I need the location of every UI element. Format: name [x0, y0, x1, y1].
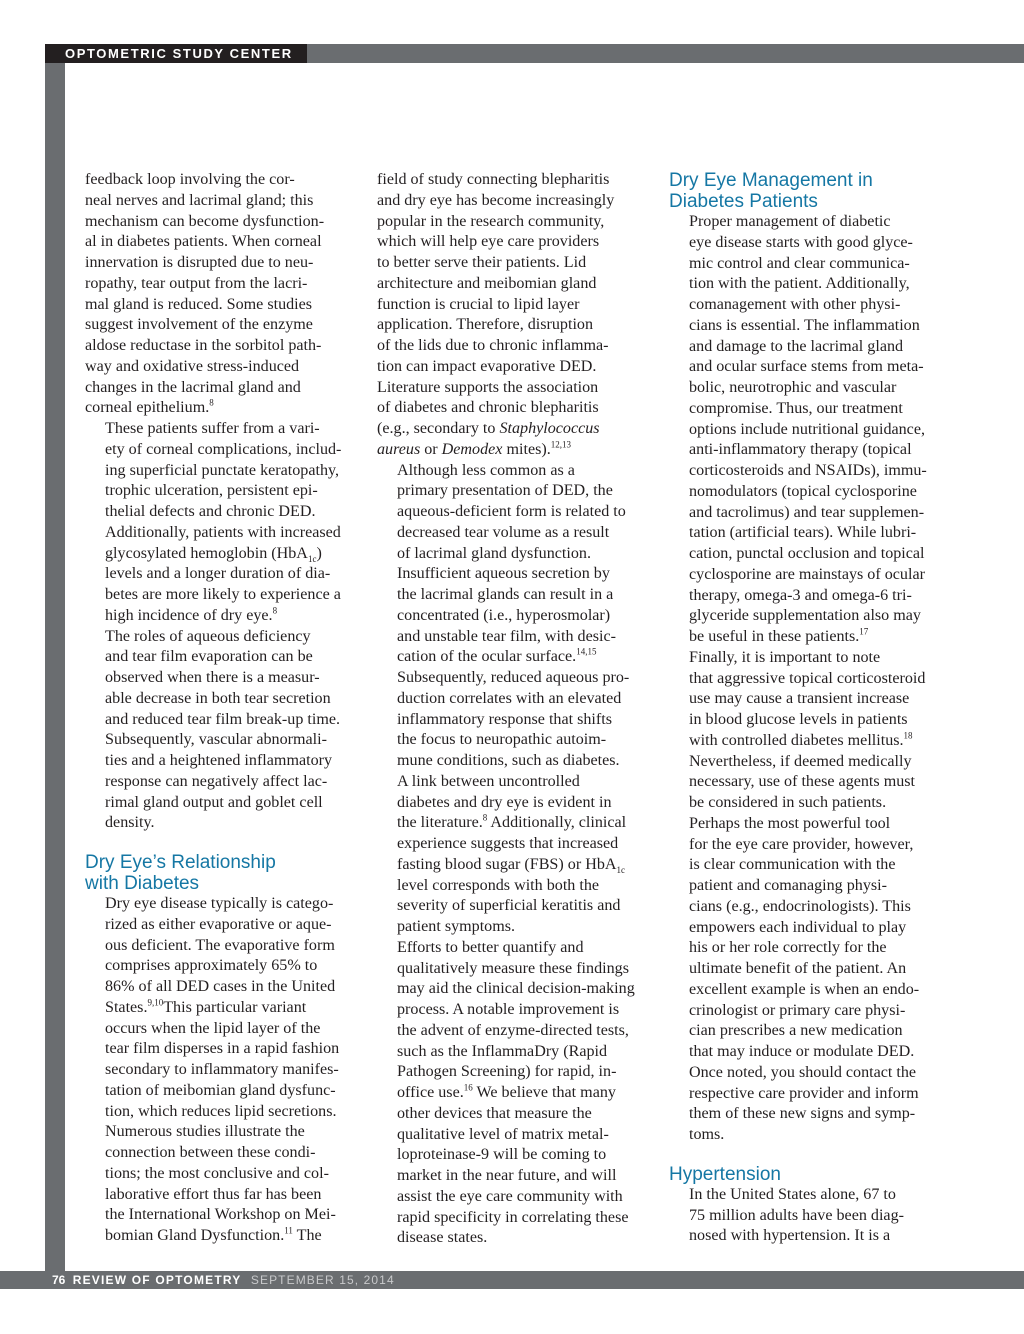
text-line: process. A notable improvement is: [397, 1001, 620, 1018]
text-line: rapid specificity in correlating these: [397, 1208, 629, 1226]
text-line: [377, 855, 645, 876]
text-line: Dry eye disease typically is catego-: [105, 895, 334, 912]
text-line: anti-inflammatory therapy (topical: [689, 441, 912, 459]
text-line: Subsequently, vascular abnormali-: [105, 731, 327, 749]
text-line: market in the near future, and will: [397, 1167, 617, 1184]
text-run: Demodex: [441, 440, 503, 458]
left-margin-rule: [45, 63, 65, 1271]
text-line: cians is essential. The inflammation: [689, 316, 920, 334]
text-line: and tacrolimus) and tear supplemen-: [689, 503, 925, 521]
text-line: [377, 647, 645, 668]
text-line: [85, 544, 353, 565]
text-line: inflammatory response that shifts: [397, 710, 612, 728]
text-line: and unstable tear film, with desic-: [397, 627, 616, 645]
text-line: [377, 419, 645, 440]
text-line: crinologist or primary care physi-: [689, 1001, 906, 1019]
text-line: Efforts to better quantify and: [397, 938, 584, 956]
text-line: 86% of all DED cases in the United: [105, 978, 336, 995]
text-line: [85, 1226, 353, 1247]
text-run: the literature.: [397, 814, 483, 832]
text-line: nosed with hypertension. It is a: [689, 1227, 891, 1245]
text-run: glycosylated hemoglobin (HbA: [105, 544, 308, 562]
citation: 16: [463, 1082, 473, 1093]
text-line: patient and comanaging physi-: [689, 877, 887, 894]
text-line: such as the InflammaDry (Rapid: [397, 1042, 608, 1060]
text-line: which will help eye care providers: [377, 233, 600, 251]
text-line: [85, 398, 353, 419]
text-run: Staphylococcus: [499, 420, 600, 437]
text-line: in blood glucose levels in patients: [689, 711, 908, 728]
text-line: comprises approximately 65% to: [105, 957, 318, 975]
text-line: mechanism can become dysfunction-: [85, 212, 325, 230]
text-line: Numerous studies illustrate the: [105, 1123, 305, 1141]
text-run: fasting blood sugar (FBS) or HbA: [397, 855, 617, 873]
text-line: concentrated (i.e., hyperosmolar): [397, 606, 611, 624]
text-line: Perhaps the most powerful tool: [689, 814, 891, 832]
text-line: qualitative level of matrix metal-: [397, 1125, 609, 1143]
text-line: feedback loop involving the cor-: [85, 171, 295, 188]
text-line: tion with the patient. Additionally,: [689, 275, 910, 293]
text-line: Subsequently, reduced aqueous pro-: [397, 669, 630, 686]
text-line: respective care provider and inform: [689, 1084, 919, 1102]
text-line: glyceride supplementation also may: [689, 607, 921, 625]
heading-line: Dry Eye’s Relationship: [85, 852, 276, 873]
text-line: empowers each individual to play: [689, 918, 907, 936]
paragraph: [377, 170, 645, 461]
citation: 12,13: [550, 439, 571, 450]
text-line: options include nutritional guidance,: [689, 420, 925, 438]
text-line: mal gland is reduced. Some studies: [85, 295, 313, 313]
text-line: trophic ulceration, persistent epi-: [105, 482, 318, 500]
issue-date: SEPTEMBER 15, 2014: [250, 1273, 395, 1287]
text-line: innervation is disrupted due to neu-: [85, 254, 314, 271]
text-line: rimal gland output and goblet cell: [105, 793, 323, 811]
text-line: comanagement with other physi-: [689, 296, 901, 313]
text-line: and dry eye has become increasingly: [377, 191, 615, 209]
citation: 17: [859, 626, 869, 637]
text-line: diabetes and dry eye is evident in: [397, 793, 612, 811]
paragraph: [85, 419, 353, 627]
text-line: the International Workshop on Mei-: [105, 1206, 336, 1224]
text-line: of the lids due to chronic inflamma-: [377, 337, 609, 354]
paragraph: [377, 461, 645, 772]
paragraph: [669, 1185, 937, 1247]
text-line: occurs when the lipid layer of the: [105, 1019, 321, 1037]
text-line: use may cause a transient increase: [689, 690, 910, 708]
heading-line: with Diabetes: [85, 873, 200, 894]
text-line: [377, 813, 645, 834]
paragraph: [85, 1122, 353, 1247]
text-line: ties and a heightened inflammatory: [105, 752, 333, 769]
text-line: primary presentation of DED, the: [397, 482, 613, 500]
text-line: ultimate benefit of the patient. An: [689, 960, 907, 977]
subscript: 1c: [307, 553, 317, 564]
text-run: The: [292, 1227, 322, 1244]
text-line: tear film disperses in a rapid fashion: [105, 1040, 340, 1058]
text-line: necessary, use of these agents must: [689, 773, 915, 791]
text-run: (e.g., secondary to: [377, 420, 500, 437]
text-line: The roles of aqueous deficiency: [105, 627, 311, 645]
text-line: them of these new signs and symp-: [689, 1105, 916, 1123]
text-line: betes are more likely to experience a: [105, 586, 341, 603]
text-line: Finally, it is important to note: [689, 648, 881, 666]
text-line: mune conditions, such as diabetes.: [397, 752, 620, 769]
paragraph: [669, 212, 937, 648]
text-line: for the eye care provider, however,: [689, 835, 914, 853]
text-line: In the United States alone, 67 to: [689, 1185, 896, 1203]
text-line: mic control and clear communica-: [689, 254, 910, 272]
text-line: the advent of enzyme-directed tests,: [397, 1021, 629, 1039]
text-line: suggest involvement of the enzyme: [85, 316, 313, 334]
paragraph: [669, 648, 937, 814]
text-line: neal nerves and lacrimal gland; this: [85, 191, 314, 209]
text-line: secondary to inflammatory manifes-: [105, 1061, 339, 1078]
text-line: cation, punctal occlusion and topical: [689, 545, 925, 562]
text-line: loproteinase-9 will be coming to: [397, 1146, 607, 1164]
paragraph: [85, 627, 353, 835]
text-run: ): [316, 544, 322, 562]
text-run: This particular variant: [163, 998, 307, 1016]
text-line: tion can impact evaporative DED.: [377, 357, 597, 375]
heading-line: Hypertension: [669, 1163, 781, 1185]
text-line: [377, 1083, 645, 1104]
column-1: [85, 170, 353, 1247]
text-line: Literature supports the association: [377, 378, 599, 396]
citation: 11: [284, 1225, 293, 1236]
text-line: decreased tear volume as a result: [397, 523, 610, 541]
text-line: may aid the clinical decision-making: [397, 980, 635, 998]
text-line: observed when there is a measur-: [105, 669, 320, 686]
text-line: of diabetes and chronic blepharitis: [377, 399, 599, 417]
text-line: ropathy, tear output from the lacri-: [85, 274, 308, 292]
text-line: Proper management of diabetic: [689, 213, 891, 230]
page-footer: [52, 1271, 395, 1289]
text-line: ous deficient. The evaporative form: [105, 936, 335, 954]
text-run: office use.: [397, 1084, 464, 1101]
text-line: corticosteroids and NSAIDs), immu-: [689, 462, 927, 479]
text-run: be useful in these patients.: [689, 628, 860, 645]
text-line: assist the eye care community with: [397, 1187, 623, 1205]
section-heading: [85, 852, 353, 894]
text-line: disease states.: [397, 1229, 488, 1247]
citation: 8: [272, 605, 278, 616]
text-line: Although less common as a: [397, 461, 575, 479]
text-line: architecture and meibomian gland: [377, 274, 597, 292]
text-run: We believe that many: [472, 1084, 616, 1101]
citation: 8: [209, 397, 214, 408]
text-run: high incidence of dry eye.: [105, 606, 273, 624]
text-line: changes in the lacrimal gland and: [85, 378, 301, 396]
text-line: bolic, neurotrophic and vascular: [689, 379, 897, 396]
paragraph: [85, 894, 353, 1122]
text-line: therapy, omega-3 and omega-6 tri-: [689, 586, 912, 604]
text-line: way and oxidative stress-induced: [85, 357, 300, 375]
text-run: or: [420, 440, 442, 458]
text-line: levels and a longer duration of dia-: [105, 565, 331, 583]
text-line: excellent example is when an endo-: [689, 980, 920, 998]
text-line: [85, 606, 353, 627]
text-run: bomian Gland Dysfunction.: [105, 1227, 285, 1244]
text-line: popular in the research community,: [377, 212, 605, 230]
text-line: severity of superficial keratitis and: [397, 897, 621, 915]
section-label: OPTOMETRIC STUDY CENTER: [45, 44, 307, 63]
section-heading: [669, 170, 937, 212]
heading-line: Diabetes Patients: [669, 191, 818, 212]
page-number: 76: [52, 1273, 66, 1287]
text-line: nomodulators (topical cyclosporine: [689, 482, 917, 500]
subscript: 1c: [616, 864, 625, 875]
paragraph: [377, 772, 645, 938]
text-run: States.: [105, 998, 148, 1016]
text-line: laborative effort thus far has been: [105, 1185, 322, 1203]
text-run: cation of the ocular surface.: [397, 648, 577, 666]
text-line: other devices that measure the: [397, 1104, 592, 1122]
text-line: experience suggests that increased: [397, 835, 619, 852]
text-line: to better serve their patients. Lid: [377, 254, 587, 271]
text-run: with controlled diabetes mellitus.: [689, 731, 904, 749]
text-line: al in diabetes patients. When corneal: [85, 233, 322, 251]
text-line: field of study connecting blepharitis: [377, 171, 610, 188]
text-line: Insufficient aqueous secretion by: [397, 565, 610, 583]
text-line: Nevertheless, if deemed medically: [689, 752, 912, 770]
text-line: Additionally, patients with increased: [105, 523, 341, 541]
text-line: [85, 998, 353, 1019]
heading-line: Dry Eye Management in: [669, 170, 873, 191]
text-line: tions; the most conclusive and col-: [105, 1164, 329, 1182]
text-line: cian prescribes a new medication: [689, 1022, 903, 1040]
text-line: that may induce or modulate DED.: [689, 1043, 915, 1060]
text-line: aldose reductase in the sorbitol path-: [85, 337, 322, 354]
text-line: application. Therefore, disruption: [377, 316, 594, 334]
text-line: A link between uncontrolled: [397, 772, 580, 790]
text-line: is clear communication with the: [689, 856, 896, 874]
text-run: aureus: [377, 440, 421, 458]
text-line: the focus to neuropathic autoim-: [397, 731, 607, 749]
text-line: ing superficial punctate keratopathy,: [105, 461, 340, 479]
text-line: ety of corneal complications, includ-: [105, 440, 342, 458]
paragraph: [377, 938, 645, 1249]
text-line: level corresponds with both the: [397, 876, 600, 894]
text-line: and damage to the lacrimal gland: [689, 337, 904, 355]
text-line: tation of meibomian gland dysfunc-: [105, 1081, 336, 1099]
text-line: the lacrimal glands can result in a: [397, 586, 614, 603]
section-heading: [669, 1164, 937, 1185]
text-line: tation (artificial tears). While lubri-: [689, 524, 917, 542]
magazine-title: REVIEW OF OPTOMETRY: [72, 1273, 242, 1287]
text-line: that aggressive topical corticosteroid: [689, 669, 926, 687]
text-run: Additionally, clinical: [487, 814, 627, 832]
text-line: tion, which reduces lipid secretions.: [105, 1102, 337, 1120]
text-line: These patients suffer from a vari-: [105, 420, 320, 437]
citation: 14,15: [576, 646, 597, 657]
text-line: compromise. Thus, our treatment: [689, 399, 903, 417]
text-line: duction correlates with an elevated: [397, 689, 622, 707]
text-line: cyclosporine are mainstays of ocular: [689, 565, 925, 583]
text-line: density.: [105, 814, 155, 832]
text-line: function is crucial to lipid layer: [377, 295, 580, 313]
text-line: his or her role correctly for the: [689, 939, 887, 957]
text-line: qualitatively measure these findings: [397, 959, 629, 977]
paragraph: [85, 170, 353, 419]
text-line: patient symptoms.: [397, 918, 516, 935]
text-line: thelial defects and chronic DED.: [105, 503, 316, 520]
text-line: [669, 731, 937, 752]
citation: 18: [903, 730, 913, 741]
text-line: response can negatively affect lac-: [105, 772, 328, 790]
text-line: cians (e.g., endocrinologists). This: [689, 897, 911, 915]
text-line: 75 million adults have been diag-: [689, 1206, 904, 1224]
paragraph: [669, 814, 937, 1146]
text-line: and reduced tear film break-up time.: [105, 710, 341, 728]
text-line: [669, 627, 937, 648]
citation: 9,10: [147, 997, 164, 1008]
text-line: [377, 440, 645, 461]
text-line: able decrease in both tear secretion: [105, 689, 331, 707]
text-line: of lacrimal gland dysfunction.: [397, 544, 591, 562]
text-run: corneal epithelium.: [85, 399, 210, 417]
text-line: rized as either evaporative or aque-: [105, 915, 332, 933]
text-run: mites).: [502, 440, 551, 458]
text-line: and ocular surface stems from meta-: [689, 358, 924, 376]
text-line: Once noted, you should contact the: [689, 1063, 917, 1081]
text-line: and tear film evaporation can be: [105, 648, 313, 666]
column-2: [377, 170, 645, 1249]
text-line: eye disease starts with good glyce-: [689, 233, 913, 251]
text-line: toms.: [689, 1126, 725, 1143]
text-line: aqueous-deficient form is related to: [397, 503, 626, 520]
text-line: be considered in such patients.: [689, 794, 887, 811]
citation: 8: [482, 812, 488, 823]
text-line: Pathogen Screening) for rapid, in-: [397, 1063, 617, 1081]
text-line: connection between these condi-: [105, 1144, 316, 1161]
column-3: [669, 170, 937, 1247]
